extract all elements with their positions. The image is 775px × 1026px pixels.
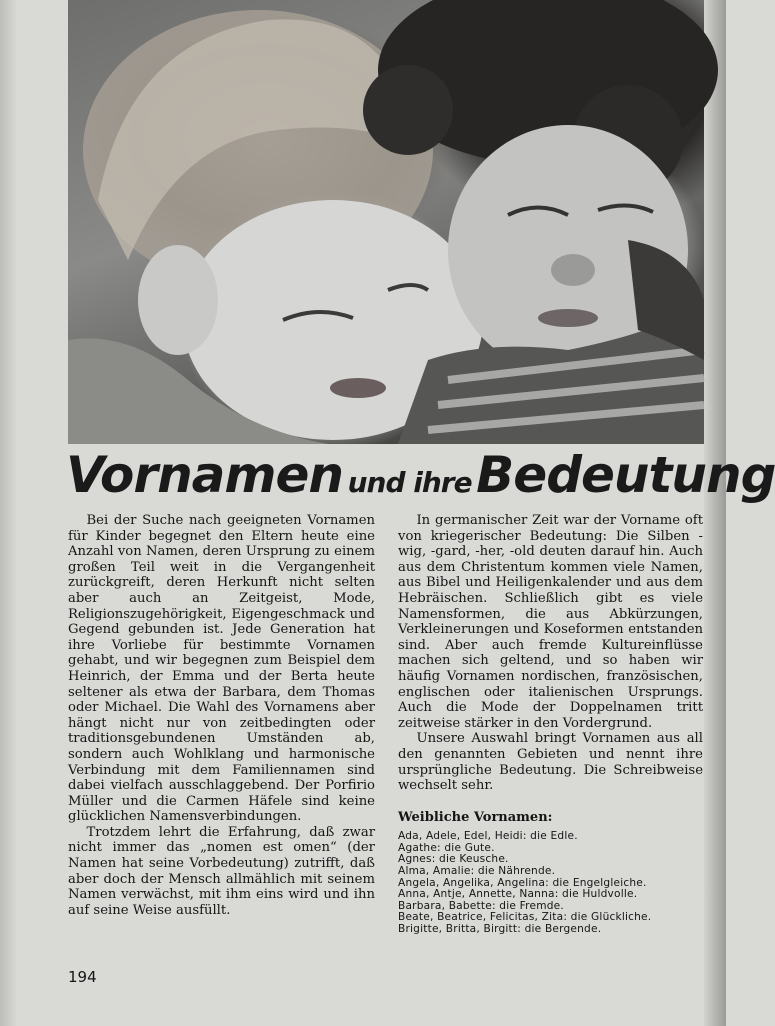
name-entry: Agnes: die Keusche. <box>398 853 509 866</box>
right-column <box>398 513 703 936</box>
headline-part-3: Bedeutung <box>476 446 775 504</box>
left-paragraph: Bei der Suche nach geeigneten Vornamen für Kinder begegnet den Eltern heute eine Anzahl von Namen, deren Ursprung zu einem großen Teil weit in die Vergangenheit zurückgreift, deren Herkunft nicht selten aber auch an Zeitgeist, Mode, Religionszugehörigkeit, Eigengeschmack und Gegend gebunden ist. Jede Generation hat ihre Vorliebe für bestimmte Vornamen gehabt, und wir begegnen zum Beispiel dem Heinrich, der Emma und der Berta heute seltener als etwa der Barbara, dem Thomas oder Michael. Die Wahl des Vornamens aber hängt nicht nur von zeitbedingten oder traditionsgebundenen Umständen ab, sondern auch Wohlklang und harmonische Verbindung mit dem Familiennamen sind dabei vielfach ausschlaggebend. Der Porfirio Müller und die Carmen Häfele sind keine glücklichen Namensverbindungen. <box>68 513 375 825</box>
page-edge-shadow-right <box>704 0 726 1026</box>
left-column <box>68 513 375 918</box>
page-number: 194 <box>68 968 97 986</box>
right-paragraph: Unsere Auswahl bringt Vornamen aus all den genannten Gebieten und nennt ihre ursprüngliche Bedeutung. Die Schreibweise wechselt sehr. <box>398 731 703 794</box>
name-entry: Beate, Beatrice, Felicitas, Zita: die Glückliche. <box>398 911 652 924</box>
children-photo <box>68 0 704 444</box>
name-entry: Anna, Antje, Annette, Nanna: die Huldvolle. <box>398 888 638 901</box>
name-entry: Barbara, Babette: die Fremde. <box>398 899 564 912</box>
name-entry: Angela, Angelika, Angelina: die Engelgleiche. <box>398 876 647 889</box>
name-entry: Ada, Adele, Edel, Heidi: die Edle. <box>398 830 578 843</box>
page-edge-shadow <box>0 0 16 1026</box>
right-paragraph: In germanischer Zeit war der Vorname oft von kriegerischer Bedeutung: Die Silben -wig, -gard, -her, -old deuten darauf hin. Auch aus dem Christentum kommen viele Namen, aus Bibel und Heiligenkalender und aus dem Hebräischen. Schließlich gibt es viele Namensformen, die aus Abkürzungen, Verkleinerungen und Koseformen entstanden sind. Aber auch fremde Kultureinflüsse machen sich geltend, und so haben wir häufig Vornamen nordischen, französischen, englischen oder italienischen Ursprungs. Auch die Mode der Doppelnamen tritt zeitweise stärker in den Vordergrund. <box>398 513 703 731</box>
headline-part-2: und ihre <box>347 466 472 499</box>
article-headline <box>66 446 775 510</box>
left-paragraph: Trotzdem lehrt die Erfahrung, daß zwar nicht immer das „nomen est omen“ (der Namen hat seine Vorbedeutung) zutrifft, daß aber doch der Mensch allmählich mit seinem Namen verwächst, mit ihm eins wird und ihn auf seine Weise ausfüllt. <box>68 824 375 918</box>
names-list <box>398 831 703 935</box>
name-entry: Agathe: die Gute. <box>398 841 495 854</box>
names-heading: Weibliche Vornamen: <box>398 809 553 825</box>
name-entry: Brigitte, Britta, Birgitt: die Bergende. <box>398 923 602 936</box>
name-entry: Alma, Amalie: die Nährende. <box>398 865 556 878</box>
headline-part-1: Vornamen <box>66 446 344 504</box>
